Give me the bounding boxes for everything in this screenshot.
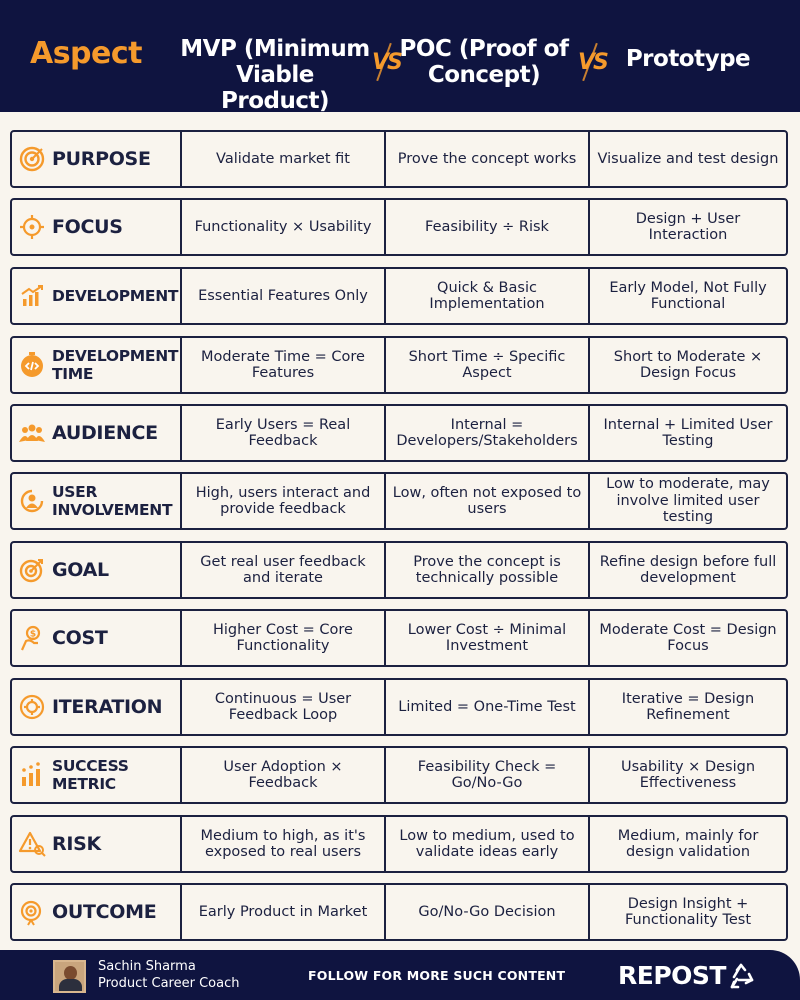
poc-cell: Prove the concept is technically possible bbox=[384, 543, 588, 597]
aspect-label: ITERATION bbox=[52, 695, 163, 718]
poc-cell: Quick & Basic Implementation bbox=[384, 269, 588, 323]
prototype-cell: Moderate Cost = Design Focus bbox=[588, 611, 786, 665]
aspect-cell bbox=[12, 474, 180, 528]
svg-text:$: $ bbox=[29, 629, 37, 640]
prototype-cell: Design Insight + Functionality Test bbox=[588, 885, 786, 939]
code-timer-icon bbox=[18, 351, 46, 379]
aspect-cell bbox=[12, 543, 180, 597]
mvp-cell: Functionality × Usability bbox=[180, 200, 384, 254]
aspect-label: PURPOSE bbox=[52, 147, 151, 170]
user-involvement-icon bbox=[18, 487, 46, 515]
mvp-cell: Get real user feedback and iterate bbox=[180, 543, 384, 597]
poc-cell: Feasibility Check = Go/No-Go bbox=[384, 748, 588, 802]
table-row bbox=[10, 472, 788, 530]
poc-cell: Low, often not exposed to users bbox=[384, 474, 588, 528]
target-icon bbox=[18, 145, 46, 173]
aspect-cell bbox=[12, 406, 180, 460]
follow-cta[interactable]: FOLLOW FOR MORE SUCH CONTENT bbox=[308, 968, 566, 983]
crosshair-icon bbox=[18, 213, 46, 241]
vs-badge: VS bbox=[578, 50, 607, 75]
aspect-cell bbox=[12, 269, 180, 323]
header-aspect: Aspect bbox=[29, 36, 143, 71]
outcome-target-icon bbox=[18, 898, 46, 926]
aspect-label: COST bbox=[52, 626, 108, 649]
prototype-cell: Usability × Design Effectiveness bbox=[588, 748, 786, 802]
header-bar bbox=[0, 0, 800, 112]
mvp-cell: User Adoption × Feedback bbox=[180, 748, 384, 802]
aspect-label: DEVELOPMENT bbox=[52, 287, 179, 305]
bar-chart-icon bbox=[18, 761, 46, 789]
table-row bbox=[10, 678, 788, 736]
avatar bbox=[53, 960, 86, 993]
author-role: Product Career Coach bbox=[98, 976, 240, 991]
poc-cell: Short Time ÷ Specific Aspect bbox=[384, 338, 588, 392]
aspect-cell bbox=[12, 132, 180, 186]
mvp-cell: Continuous = User Feedback Loop bbox=[180, 680, 384, 734]
group-icon bbox=[18, 419, 46, 447]
mvp-cell: Higher Cost = Core Functionality bbox=[180, 611, 384, 665]
aspect-label: USER INVOLVEMENT bbox=[52, 483, 173, 519]
poc-cell: Feasibility ÷ Risk bbox=[384, 200, 588, 254]
aspect-cell bbox=[12, 885, 180, 939]
header-poc: POC (Proof of Concept) bbox=[399, 36, 569, 88]
author-name: Sachin Sharma bbox=[98, 959, 196, 974]
poc-cell: Prove the concept works bbox=[384, 132, 588, 186]
aspect-cell bbox=[12, 680, 180, 734]
mvp-cell: High, users interact and provide feedback bbox=[180, 474, 384, 528]
iteration-cycle-icon bbox=[18, 693, 46, 721]
aspect-label: SUCCESS METRIC bbox=[52, 757, 129, 793]
aspect-label: OUTCOME bbox=[52, 900, 157, 923]
table-row bbox=[10, 815, 788, 873]
repost-button[interactable]: REPOST bbox=[618, 961, 726, 990]
table-row bbox=[10, 609, 788, 667]
header-mvp: MVP (Minimum Viable Product) bbox=[180, 36, 370, 114]
aspect-cell bbox=[12, 611, 180, 665]
table-row bbox=[10, 541, 788, 599]
vs-badge: VS bbox=[372, 50, 401, 75]
aspect-label: AUDIENCE bbox=[52, 421, 158, 444]
recycle-icon[interactable] bbox=[728, 962, 756, 990]
mvp-cell: Moderate Time = Core Features bbox=[180, 338, 384, 392]
table-row bbox=[10, 198, 788, 256]
table-row bbox=[10, 267, 788, 325]
goal-target-icon bbox=[18, 556, 46, 584]
aspect-label: RISK bbox=[52, 832, 101, 855]
poc-cell: Go/No-Go Decision bbox=[384, 885, 588, 939]
poc-cell: Internal = Developers/Stakeholders bbox=[384, 406, 588, 460]
table-row bbox=[10, 404, 788, 462]
table-row bbox=[10, 130, 788, 188]
prototype-cell: Design + User Interaction bbox=[588, 200, 786, 254]
prototype-cell: Low to moderate, may involve limited user testing bbox=[588, 474, 786, 528]
aspect-label: FOCUS bbox=[52, 215, 123, 238]
prototype-cell: Refine design before full development bbox=[588, 543, 786, 597]
warning-search-icon bbox=[18, 830, 46, 858]
prototype-cell: Medium, mainly for design validation bbox=[588, 817, 786, 871]
aspect-cell bbox=[12, 338, 180, 392]
aspect-cell bbox=[12, 200, 180, 254]
mvp-cell: Validate market fit bbox=[180, 132, 384, 186]
poc-cell: Low to medium, used to validate ideas early bbox=[384, 817, 588, 871]
poc-cell: Lower Cost ÷ Minimal Investment bbox=[384, 611, 588, 665]
aspect-label: DEVELOPMENT TIME bbox=[52, 347, 179, 383]
prototype-cell: Early Model, Not Fully Functional bbox=[588, 269, 786, 323]
aspect-label: GOAL bbox=[52, 558, 109, 581]
footer-bar bbox=[0, 950, 800, 1000]
aspect-cell bbox=[12, 817, 180, 871]
mvp-cell: Essential Features Only bbox=[180, 269, 384, 323]
header-prototype: Prototype bbox=[625, 46, 751, 72]
table-row bbox=[10, 336, 788, 394]
table-row bbox=[10, 746, 788, 804]
mvp-cell: Early Users = Real Feedback bbox=[180, 406, 384, 460]
mvp-cell: Early Product in Market bbox=[180, 885, 384, 939]
prototype-cell: Visualize and test design bbox=[588, 132, 786, 186]
growth-chart-icon bbox=[18, 282, 46, 310]
mvp-cell: Medium to high, as it's exposed to real users bbox=[180, 817, 384, 871]
aspect-cell bbox=[12, 748, 180, 802]
table-row bbox=[10, 883, 788, 941]
prototype-cell: Short to Moderate × Design Focus bbox=[588, 338, 786, 392]
prototype-cell: Internal + Limited User Testing bbox=[588, 406, 786, 460]
cost-hand-icon bbox=[18, 624, 46, 652]
poc-cell: Limited = One-Time Test bbox=[384, 680, 588, 734]
prototype-cell: Iterative = Design Refinement bbox=[588, 680, 786, 734]
